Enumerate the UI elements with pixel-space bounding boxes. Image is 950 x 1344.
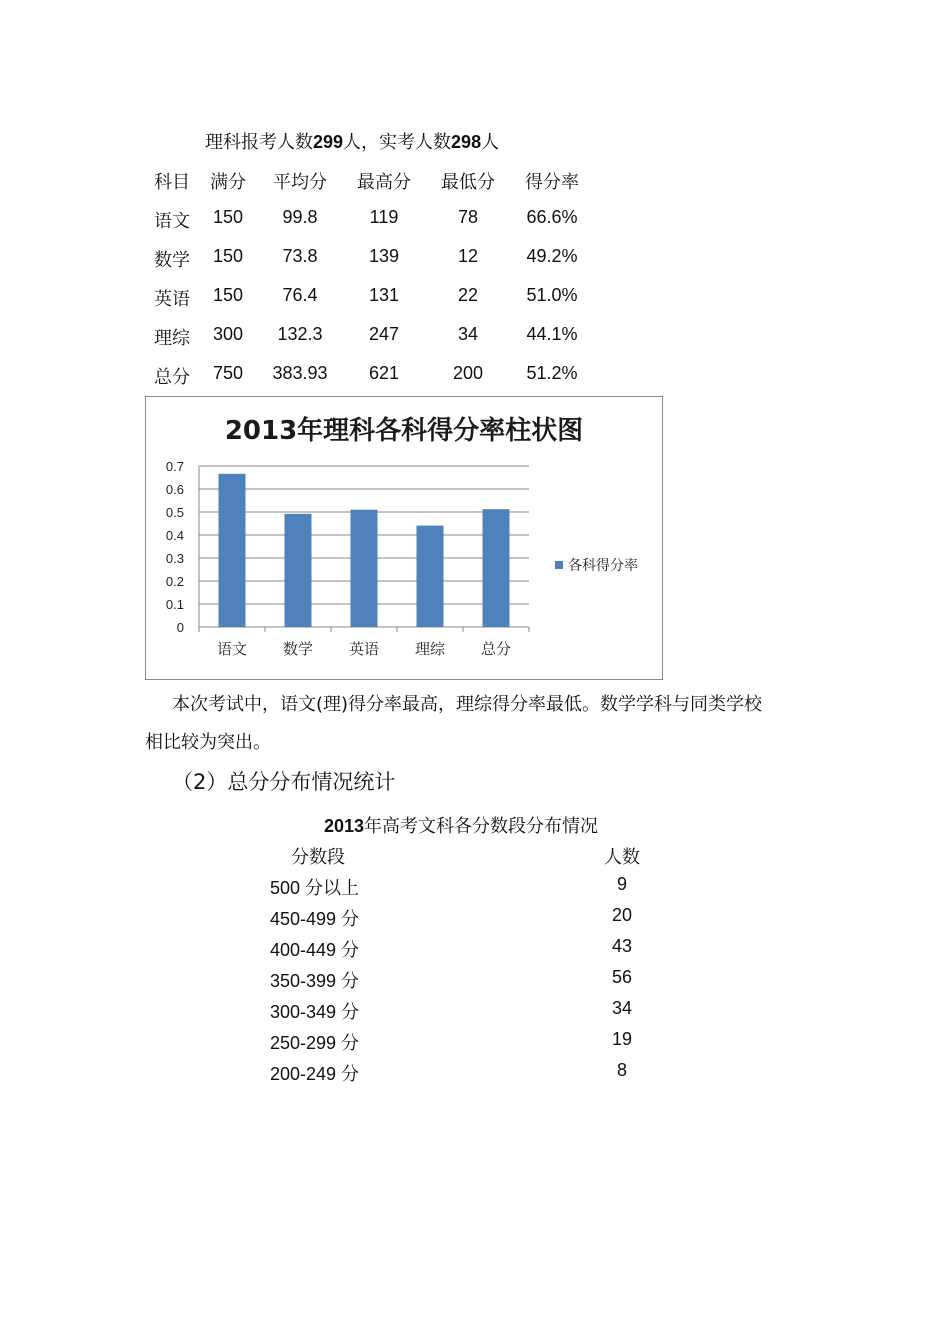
- intro-text-3: 人: [481, 132, 500, 153]
- y-tick-label: 0.5: [165, 505, 184, 520]
- dist-table-header: 人数: [604, 847, 640, 868]
- y-tick-label: 0.6: [165, 482, 184, 497]
- score-table-cell: 数学: [154, 250, 190, 271]
- intro-line: [205, 128, 499, 154]
- score-table-header: 最高分: [357, 172, 411, 193]
- bar: [219, 474, 246, 627]
- score-table-header: 平均分: [273, 172, 327, 193]
- score-table-cell: 73.8: [282, 246, 318, 266]
- actual-count: 298: [451, 132, 482, 152]
- score-table-cell: 理综: [154, 328, 190, 349]
- dist-table-header: 分数段: [291, 847, 345, 868]
- score-table-cell: 12: [457, 246, 479, 266]
- score-table-cell: 132.3: [277, 324, 323, 344]
- score-table-cell: 150: [212, 207, 244, 227]
- score-table-header: 最低分: [441, 172, 495, 193]
- intro-text-1: 理科报考人数: [205, 132, 313, 153]
- score-table-header: 得分率: [525, 172, 579, 193]
- dist-range-cell: 500 分以上: [270, 878, 360, 898]
- score-table-cell: 200: [452, 363, 484, 383]
- intro-text-2: 人，实考人数: [343, 132, 452, 153]
- dist-count-cell: 56: [611, 967, 633, 987]
- dist-range-cell: 450-499 分: [270, 909, 360, 929]
- registered-count: 299: [313, 132, 344, 152]
- score-table-cell: 语文: [154, 211, 190, 232]
- score-table-cell: 78: [457, 207, 479, 227]
- dist-title-year: 2013: [324, 816, 365, 836]
- y-tick-label: 0.1: [165, 597, 184, 612]
- dist-count-cell: 9: [616, 874, 628, 894]
- score-table-cell: 131: [368, 285, 400, 305]
- score-table-cell: 76.4: [282, 285, 318, 305]
- bar: [351, 510, 378, 627]
- section-heading: （2）总分分布情况统计: [172, 770, 396, 794]
- legend-swatch: [555, 561, 563, 569]
- y-tick-label: 0.2: [165, 574, 184, 589]
- score-table-cell: 383.93: [272, 363, 328, 383]
- x-tick-label: 语文: [216, 640, 248, 658]
- bar: [285, 514, 312, 627]
- y-tick-label: 0.4: [165, 528, 184, 543]
- score-table-cell: 99.8: [282, 207, 318, 227]
- chart-frame: [145, 396, 663, 680]
- score-table-cell: 66.6%: [526, 207, 578, 227]
- dist-range-cell: 350-399 分: [270, 971, 360, 991]
- score-table-cell: 300: [212, 324, 244, 344]
- dist-count-cell: 43: [611, 936, 633, 956]
- x-tick-label: 英语: [348, 640, 380, 658]
- bar: [483, 509, 510, 627]
- score-table-cell: 总分: [154, 367, 190, 388]
- y-tick-label: 0.7: [165, 459, 184, 474]
- score-table-cell: 49.2%: [526, 246, 578, 266]
- score-table-cell: 英语: [154, 289, 190, 310]
- x-tick-label: 理综: [414, 640, 446, 658]
- score-table-cell: 34: [457, 324, 479, 344]
- score-table-cell: 139: [368, 246, 400, 266]
- y-tick-label: 0: [176, 620, 184, 635]
- score-rate-bar-chart: [146, 397, 662, 679]
- score-table-cell: 44.1%: [526, 324, 578, 344]
- score-table-cell: 750: [212, 363, 244, 383]
- dist-table-title: [324, 812, 598, 838]
- score-table-cell: 119: [369, 207, 399, 227]
- score-table-header: 科目: [154, 172, 190, 193]
- dist-count-cell: 34: [611, 998, 633, 1018]
- dist-title-text: 年高考文科各分数段分布情况: [364, 816, 599, 837]
- score-table-cell: 150: [212, 246, 244, 266]
- score-table-cell: 51.2%: [526, 363, 578, 383]
- analysis-line-2: 相比较为突出。: [145, 732, 271, 753]
- chart-title: 2013年理科各科得分率柱状图: [224, 416, 584, 446]
- x-tick-label: 总分: [480, 640, 512, 658]
- dist-range-cell: 300-349 分: [270, 1002, 360, 1022]
- score-table-cell: 621: [368, 363, 400, 383]
- dist-count-cell: 19: [611, 1029, 633, 1049]
- dist-range-cell: 400-449 分: [270, 940, 360, 960]
- score-table-cell: 51.0%: [526, 285, 578, 305]
- score-table-header: 满分: [210, 172, 246, 193]
- legend-label: 各科得分率: [568, 558, 638, 574]
- x-tick-label: 数学: [282, 640, 314, 658]
- analysis-line-1: 本次考试中，语文(理)得分率最高，理综得分率最低。数学学科与同类学校: [172, 694, 763, 715]
- score-table-cell: 22: [457, 285, 479, 305]
- dist-count-cell: 8: [616, 1060, 628, 1080]
- score-table-cell: 150: [212, 285, 244, 305]
- score-table-cell: 247: [368, 324, 400, 344]
- dist-range-cell: 250-299 分: [270, 1033, 360, 1053]
- y-tick-label: 0.3: [165, 551, 184, 566]
- bar: [417, 526, 444, 627]
- dist-range-cell: 200-249 分: [270, 1064, 360, 1084]
- dist-count-cell: 20: [611, 905, 633, 925]
